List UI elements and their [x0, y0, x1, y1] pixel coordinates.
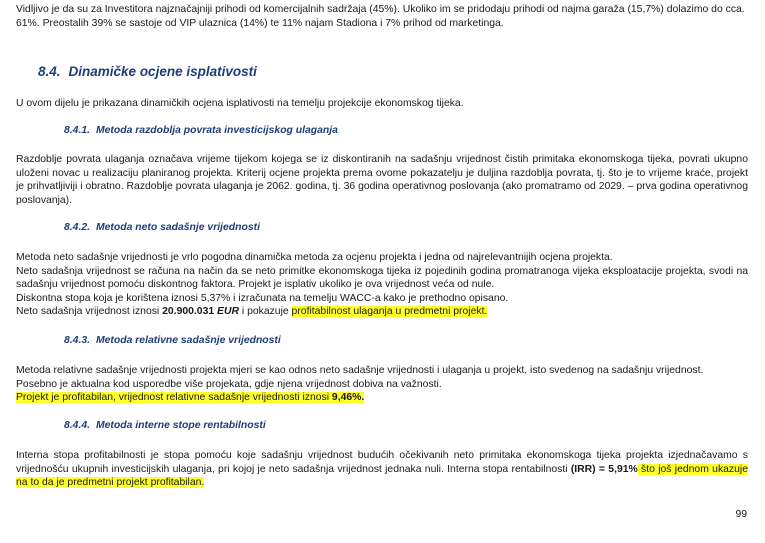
npv-highlight: profitabilnost ulaganja u predmetni projekt.: [291, 306, 488, 318]
intro-paragraph: [16, 3, 748, 30]
subsection-title: Metoda interne stope rentabilnosti: [96, 420, 266, 431]
rpv-line-1: Metoda relativne sadašnje vrijednosti projekta mjeri se kao odnos neto sadašnje vrijednosti i ulaganja u projekt, isto svedenog na sadašnju vrijednost.: [16, 365, 704, 376]
payback-paragraph: [16, 153, 748, 207]
rpv-line-3: [16, 391, 748, 405]
npv-line-3: Diskontna stopa koja je korištena iznosi 5,37% i izračunata na temelju WACC-a kako je prethodno opisano.: [16, 292, 509, 304]
irr-highlight: što još jednom ukazuje na to da je predmetni projekt profitabilan.: [16, 463, 748, 489]
npv-line-2: Neto sadašnja vrijednost se računa na način da se neto primitke ekonomskoga tijeka iz pojedinih godina promatranoga vijeka eksploatacije projekta, svodi na sadašnju vrijednost pomoću diskontnog faktora. Projekt je isplativ ukoliko je ova vrijednost veća od nule.: [16, 265, 748, 291]
payback-text: Razdoblje povrata ulaganja označava vrijeme tijekom kojega se iz diskontiranih na sadašnju vrijednost čistih primitaka ekonomskoga tijeka, povrati ukupno uloženi novac u realizaciju planiranog projekta. Kriterij ocjene projekta prema ovome pokazatelju je duljina razdoblja povrata, tj. što je to vrijeme kraće, projekt je prihvatljiviji i obratno. Razdoblje povrata ulaganja je 2062. godina, tj. 36 godina operativnog poslovanja (ako promatramo od 2029. – prva godina operativnog poslovanja).: [16, 154, 748, 206]
irr-paragraph: [16, 449, 748, 490]
irr-value: (IRR) = 5,91%: [570, 463, 638, 475]
subsection-title: Metoda neto sadašnje vrijednosti: [96, 222, 260, 233]
npv-line-4: Neto sadašnja vrijednost iznosi 20.900.031 EUR i pokazuje profitabilnost ulaganja u predmetni projekt.: [16, 306, 488, 318]
npv-paragraph: [16, 251, 748, 319]
irr-text: Interna stopa profitabilnosti je stopa pomoću koje sadašnju vrijednost budućih očekivanih neto primitaka ekonomskoga tijeka projekta izjednačavamo s vrijednošću ukupnih investicijskih ulaganja, pri kojoj je neto sadašnja vrijednost jednaka nuli. Interna stopa rentabilnosti (IRR) = 5,91% što još jednom ukazuje na to da je predmetni projekt profitabilan.: [16, 450, 748, 489]
rpv-paragraph: [16, 364, 748, 405]
section-heading: [38, 64, 257, 79]
subsection-number: 8.4.1.: [64, 125, 90, 136]
subsection-heading-8-4-3: [64, 335, 281, 346]
section-intro: [16, 97, 748, 111]
rpv-value: 9,46%.: [331, 392, 365, 404]
subsection-number: 8.4.4.: [64, 420, 90, 431]
subsection-title: Metoda razdoblja povrata investicijskog ulaganja: [96, 125, 338, 136]
section-intro-text: U ovom dijelu je prikazana dinamičkih ocjena isplativosti na temelju projekcije ekonomskog tijeka.: [16, 98, 464, 109]
npv-unit: EUR: [217, 306, 239, 318]
subsection-heading-8-4-2: [64, 222, 260, 233]
subsection-number: 8.4.2.: [64, 222, 90, 233]
section-number: 8.4.: [38, 64, 61, 79]
subsection-heading-8-4-1: [64, 125, 338, 136]
npv-value: 20.900.031: [162, 306, 215, 318]
subsection-title: Metoda relativne sadašnje vrijednosti: [96, 335, 281, 346]
subsection-heading-8-4-4: [64, 420, 266, 431]
npv-line-1: Metoda neto sadašnje vrijednosti je vrlo pogodna dinamička metoda za ocjenu projekta i jedna od najrelevantnijih ocjena projekta.: [16, 252, 613, 263]
subsection-number: 8.4.3.: [64, 335, 90, 346]
section-title: Dinamičke ocjene isplativosti: [68, 64, 257, 79]
rpv-line-2: Posebno je aktualna kod usporedbe više projekata, gdje njena vrijednost dobiva na važnosti.: [16, 378, 442, 390]
page-number: 99: [735, 509, 747, 520]
rpv-highlight: Projekt je profitabilan, vrijednost relativne sadašnje vrijednosti iznosi 9,46%.: [16, 392, 365, 404]
intro-line-2: 61%. Preostalih 39% se sastoje od VIP ulaznica (14%) te 11% najam Stadiona i 7% prihod od marketinga.: [16, 17, 504, 29]
intro-line-1: Vidljivo je da su za Investitora najznačajniji prihodi od komercijalnih sadržaja (45%). Ukoliko im se pridodaju prihodi od najma garaža (15,7%) dolazimo do cca.: [16, 4, 745, 15]
